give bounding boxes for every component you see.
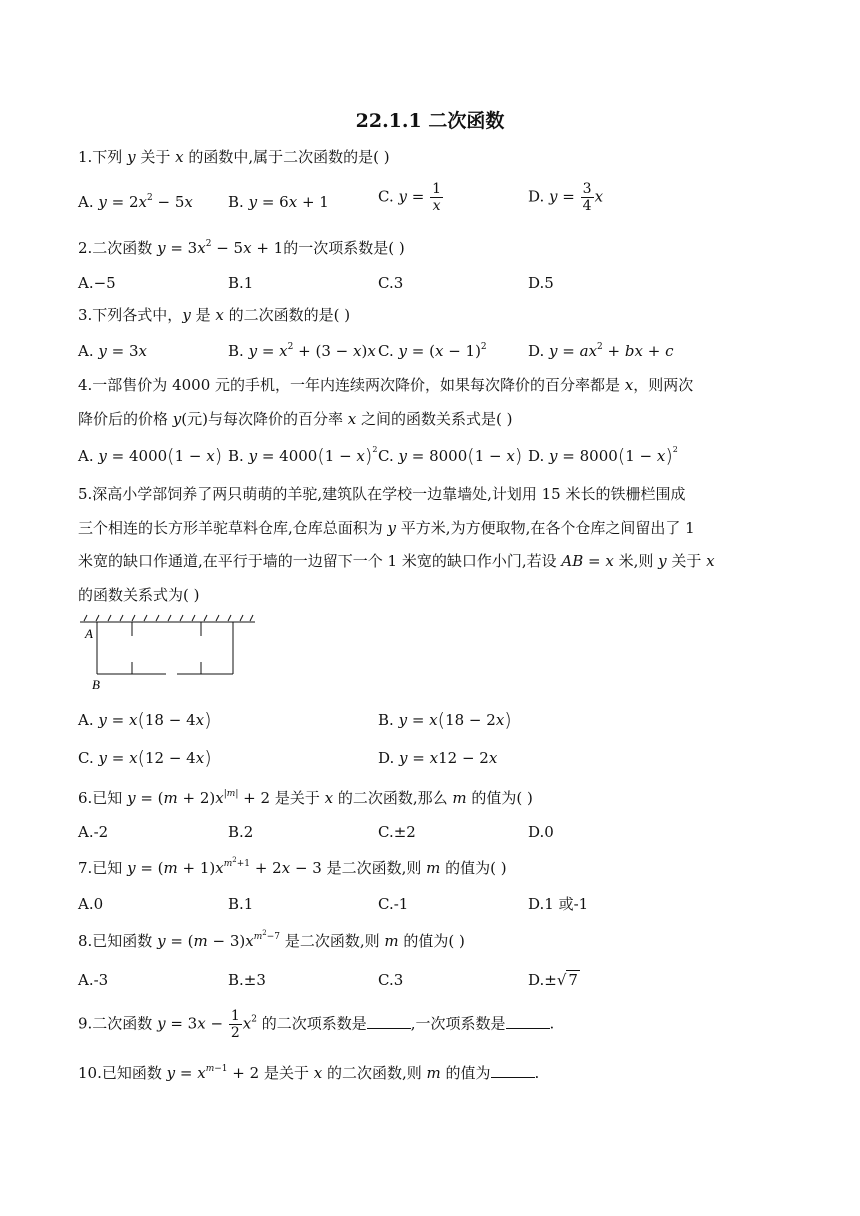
answer-blank-2[interactable] (506, 1014, 550, 1029)
question-2-option-d[interactable]: D.5 (528, 274, 554, 292)
wall-hatching (84, 615, 253, 621)
question-1-option-b[interactable]: B. y = 6x + 1 (228, 193, 329, 211)
page-title: 22.1.1 二次函数 (355, 110, 505, 132)
question-5-stem-line-3: 米宽的缺口作通道,在平行于墙的一边留下一个 1 米宽的缺口作小门,若设 AB = x 米,则 y 关于 x (78, 552, 715, 570)
question-3-option-c[interactable]: C. $y = (x - 1)^2$ (378, 342, 487, 360)
question-8-option-d[interactable]: D.±√ 7 (528, 971, 578, 989)
question-5-stem-line-1: 5.深高小学部饲养了两只萌萌的羊驼,建筑队在学校一边靠墙处,计划用 15 米长的铁栅栏围成 (78, 485, 686, 503)
question-7-option-d[interactable]: D.1 或-1 (528, 895, 589, 913)
point-b-label: B (92, 677, 100, 692)
question-3-option-a[interactable]: A. y = 3x (78, 342, 147, 360)
question-1-option-d[interactable]: D. y = $\frac{3}{4}$ x (528, 181, 604, 214)
question-4-option-a[interactable]: A. y = 4000(1 − x) (78, 445, 223, 467)
question-4-stem-line-2: 降价后的价格 y(元)与每次降价的百分率 x 之间的函数关系式是( ) (78, 410, 513, 428)
question-5-stem-line-2: 三个相连的长方形羊驼草料仓库,仓库总面积为 y 平方米,为方便取物,在各个仓库之间留出了 1 (78, 519, 695, 537)
question-8-option-a[interactable]: A.-3 (78, 971, 109, 989)
question-5-option-b[interactable]: B. y = x(18 − 2x) (378, 709, 512, 731)
question-3-option-d[interactable]: D. $y = ax^2$ + bx + c (528, 342, 674, 360)
question-4-option-d[interactable]: D. $y = 8000(1 - x)^2$ (528, 445, 678, 467)
answer-blank-1[interactable] (367, 1014, 411, 1029)
question-1-option-c[interactable]: C. y = $\frac{1}{x}$ (378, 181, 442, 214)
question-2-option-c[interactable]: C.3 (378, 274, 404, 292)
question-2-stem: 2.二次函数 $y = 3x^2 - 5x + 1$的一次项系数是( ) (78, 239, 405, 257)
question-6-option-c[interactable]: C.±2 (378, 823, 416, 841)
question-4-stem-line-1: 4.一部售价为 4000 元的手机，一年内连续两次降价，如果每次降价的百分率都是 x，则两次 (78, 376, 694, 394)
question-8-option-c[interactable]: C.3 (378, 971, 404, 989)
question-5-option-d[interactable]: D. y = x12 − 2x (378, 749, 498, 767)
question-7-option-a[interactable]: A.0 (78, 895, 104, 913)
question-1-option-a[interactable]: A. $y = 2x^2 - 5x$ (78, 193, 193, 211)
question-7-option-c[interactable]: C.-1 (378, 895, 409, 913)
question-6-stem: 6.已知 $y = (m + 2)x^{|m|} + 2$ 是关于 x 的二次函数,那么 m 的值为( ) (78, 789, 533, 807)
point-a-label: A (85, 626, 93, 641)
question-5-option-c[interactable]: C. y = x(12 − 4x) (78, 747, 212, 769)
question-8-stem: 8.已知函数 $y = (m - 3)x^{m^2-7}$ 是二次函数,则 m 的值为( ) (78, 929, 465, 950)
question-3-option-b[interactable]: B. $y = x^2 + (3 - x)x$ (228, 342, 376, 360)
question-5-option-a[interactable]: A. y = x(18 − 4x) (78, 709, 212, 731)
answer-blank-3[interactable] (491, 1063, 535, 1078)
question-5-stem-line-4: 的函数关系式为( ) (78, 586, 200, 604)
question-8-option-b[interactable]: B.±3 (228, 971, 266, 989)
question-6-option-d[interactable]: D.0 (528, 823, 554, 841)
question-4-option-b[interactable]: B. $y = 4000(1 - x)^2$ (228, 445, 378, 467)
question-4-option-c[interactable]: C. y = 8000(1 − x) (378, 445, 523, 467)
question-3-stem: 3.下列各式中，y 是 x 的二次函数的是( ) (78, 306, 351, 324)
question-2-option-b[interactable]: B.1 (228, 274, 254, 292)
question-7-option-b[interactable]: B.1 (228, 895, 254, 913)
question-1-stem: 1.下列 y 关于 x 的函数中,属于二次函数的是( ) (78, 148, 390, 166)
pen-diagram (78, 612, 263, 694)
question-6-option-a[interactable]: A.-2 (78, 823, 109, 841)
question-7-stem: 7.已知 $y = (m + 1)x^{m^2+1} + 2x - 3$ 是二次函数,则 m 的值为( ) (78, 856, 507, 877)
question-10-stem: 10.已知函数 $y = x^{m-1} + 2$ 是关于 x 的二次函数,则 m 的值为 . (78, 1064, 540, 1082)
question-2-option-a[interactable]: A.−5 (78, 274, 116, 292)
question-6-option-b[interactable]: B.2 (228, 823, 254, 841)
question-9-stem: 9.二次函数 y = 3x − $\frac{1}{2}$ $x^2$ 的二次项系数是 ,一次项系数是 . (78, 1008, 555, 1041)
